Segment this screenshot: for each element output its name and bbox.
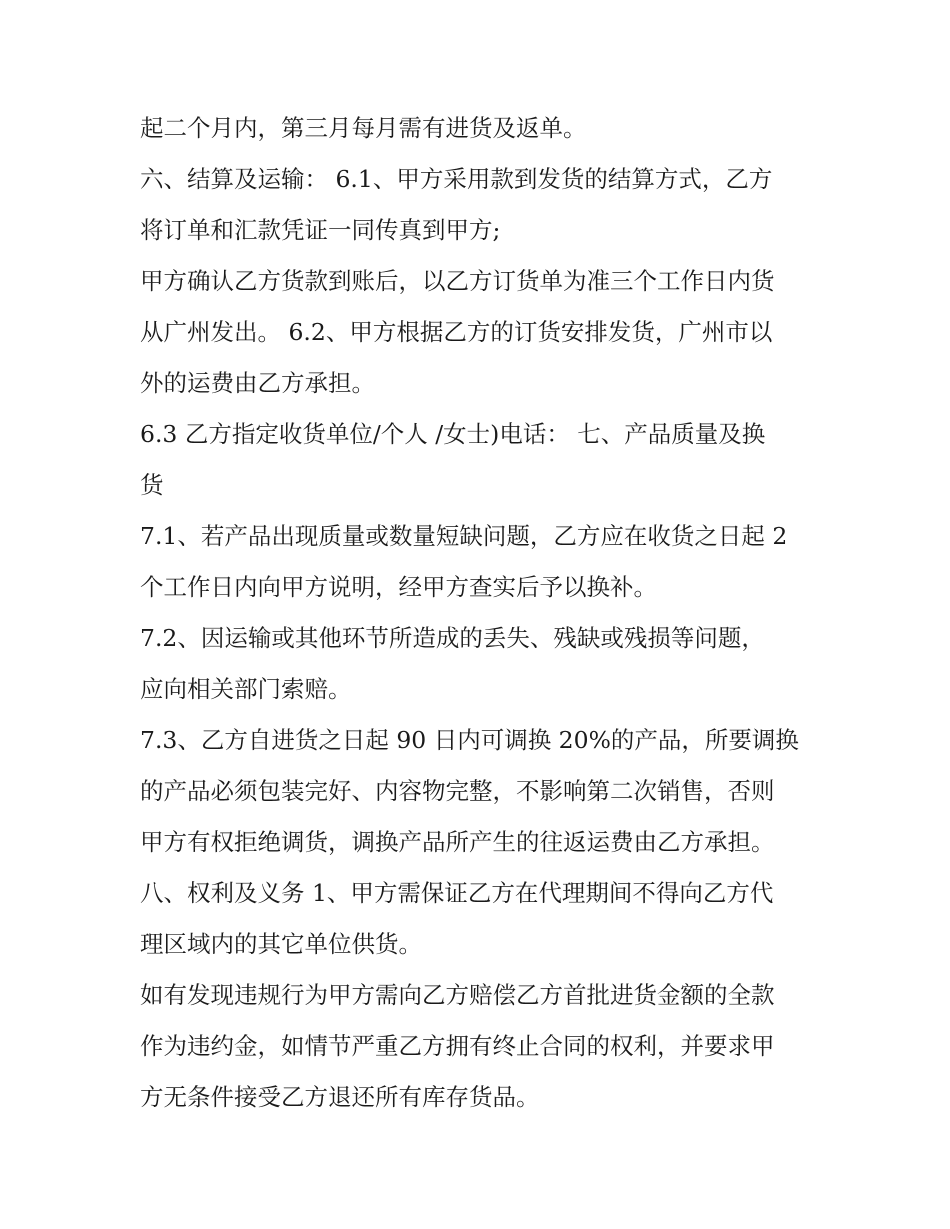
text-line: 7.2、因运输或其他环节所造成的丢失、残缺或残损等问题，	[140, 624, 765, 652]
text-line: 7.3、乙方自进货之日起 90 日内可调换 20%的产品，所要调换	[140, 726, 799, 754]
text-line: 个工作日内向甲方说明，经甲方查实后予以换补。	[140, 573, 657, 601]
text-line: 从广州发出。 6.2、甲方根据乙方的订货安排发货，广州市以	[140, 318, 773, 346]
text-line: 作为违约金，如情节严重乙方拥有终止合同的权利，并要求甲	[140, 1032, 775, 1060]
text-line: 应向相关部门索赔。	[140, 675, 352, 703]
text-line: 外的运费由乙方承担。	[140, 369, 375, 397]
text-line: 甲方确认乙方货款到账后，以乙方订货单为准三个工作日内货	[140, 267, 775, 295]
text-line: 货	[140, 471, 164, 499]
text-line: 将订单和汇款凭证一同传真到甲方;	[140, 216, 501, 244]
text-line: 7.1、若产品出现质量或数量短缺问题，乙方应在收货之日起 2	[140, 522, 788, 550]
text-line: 六、结算及运输： 6.1、甲方采用款到发货的结算方式，乙方	[140, 165, 773, 193]
document-body	[140, 103, 820, 1123]
text-line: 理区域内的其它单位供货。	[140, 930, 422, 958]
text-line: 甲方有权拒绝调货，调换产品所产生的往返运费由乙方承担。	[140, 828, 775, 856]
text-line: 如有发现违规行为甲方需向乙方赔偿乙方首批进货金额的全款	[140, 981, 775, 1009]
text-line: 6.3 乙方指定收货单位/个人 /女士)电话： 七、产品质量及换	[140, 420, 766, 448]
text-line: 起二个月内，第三月每月需有进货及返单。	[140, 114, 587, 142]
text-line: 的产品必须包装完好、内容物完整，不影响第二次销售，否则	[140, 777, 775, 805]
text-line: 八、权利及义务 1、甲方需保证乙方在代理期间不得向乙方代	[140, 879, 774, 907]
text-line: 方无条件接受乙方退还所有库存货品。	[140, 1083, 540, 1111]
